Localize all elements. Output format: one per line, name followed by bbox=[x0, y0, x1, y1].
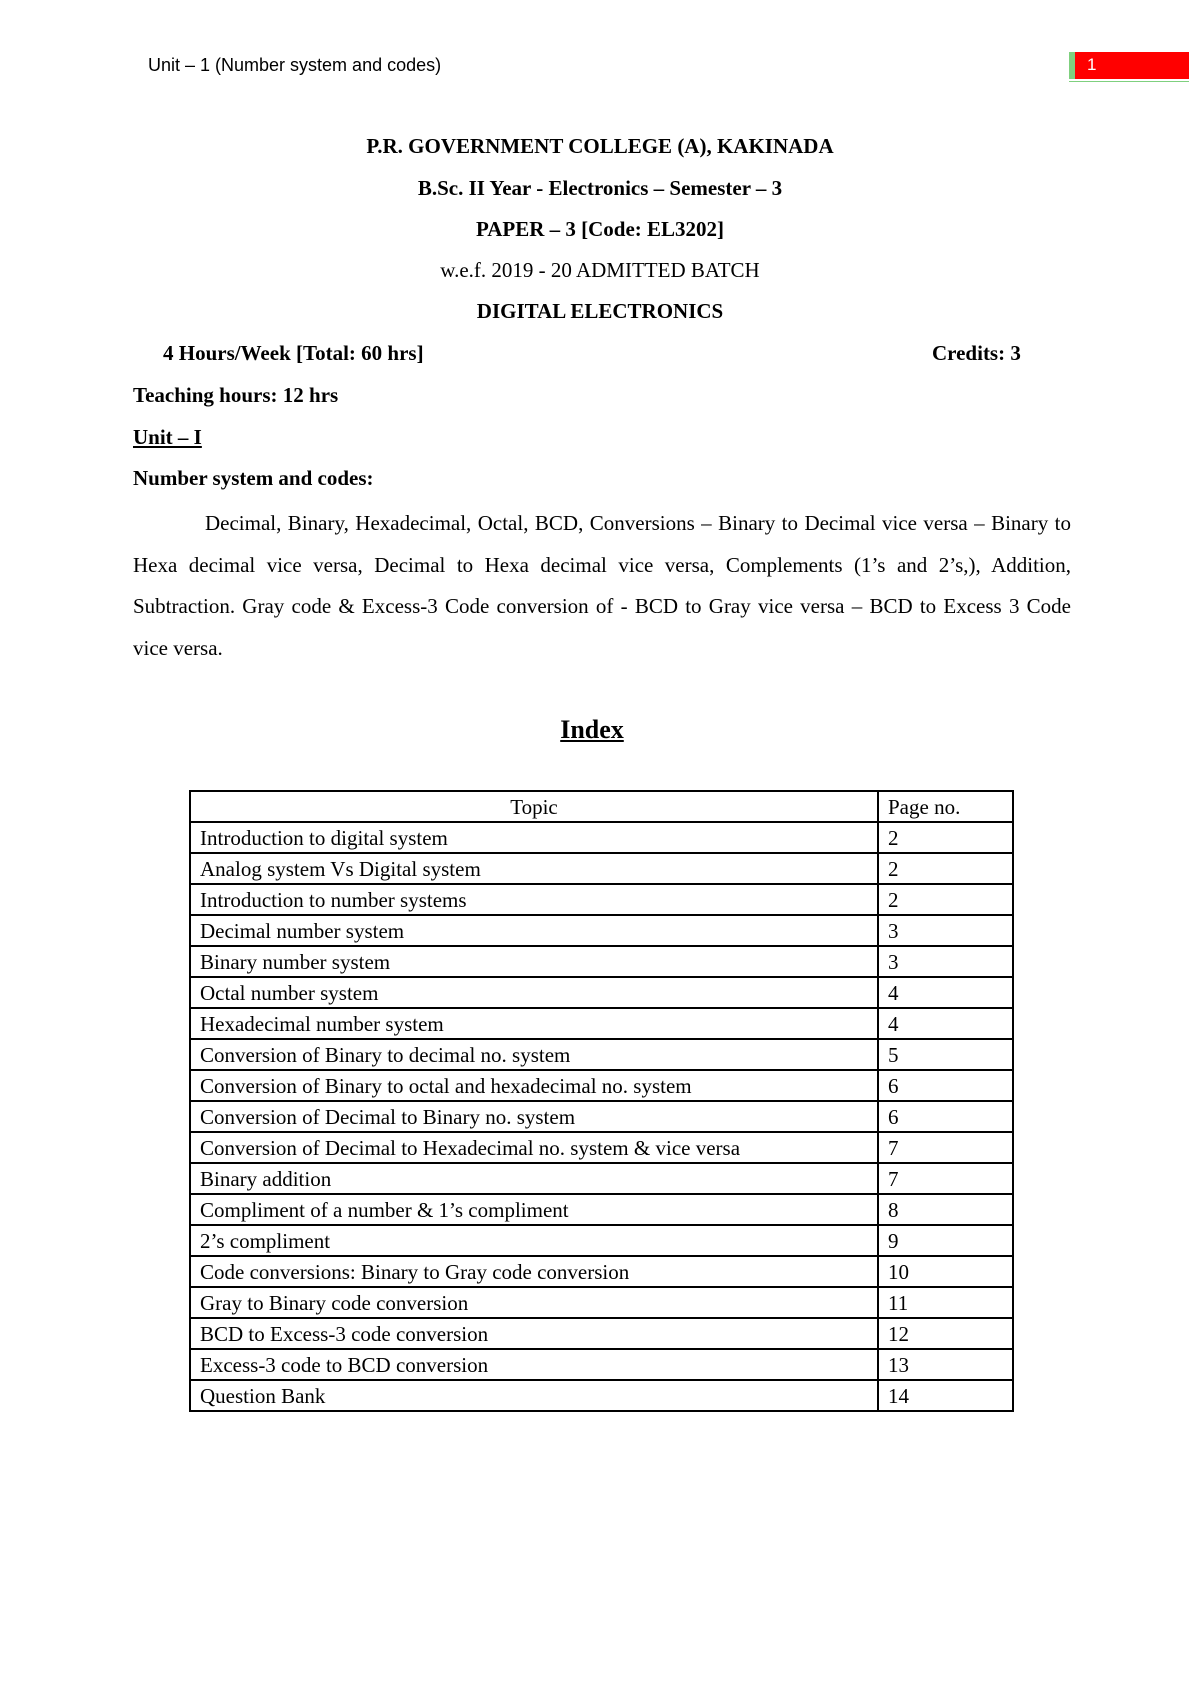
table-row bbox=[190, 1256, 1013, 1287]
table-row bbox=[190, 1194, 1013, 1225]
page-cell: 12 bbox=[878, 1318, 1013, 1349]
page-number-box bbox=[1069, 52, 1189, 79]
topic-cell: Conversion of Binary to octal and hexadecimal no. system bbox=[190, 1070, 878, 1101]
table-row bbox=[190, 1349, 1013, 1380]
topic-cell: Question Bank bbox=[190, 1380, 878, 1411]
table-row bbox=[190, 822, 1013, 853]
page-cell: 14 bbox=[878, 1380, 1013, 1411]
course-line: B.Sc. II Year - Electronics – Semester – 3 bbox=[417, 176, 783, 200]
table-row bbox=[190, 1132, 1013, 1163]
page-cell: 3 bbox=[878, 946, 1013, 977]
topic-cell: Introduction to digital system bbox=[190, 822, 878, 853]
table-row bbox=[190, 884, 1013, 915]
topic-cell: Binary number system bbox=[190, 946, 878, 977]
topic-cell: Analog system Vs Digital system bbox=[190, 853, 878, 884]
topic-cell: Decimal number system bbox=[190, 915, 878, 946]
column-header-page: Page no. bbox=[878, 791, 1013, 822]
topic-cell: Hexadecimal number system bbox=[190, 1008, 878, 1039]
topic-cell: Conversion of Binary to decimal no. system bbox=[190, 1039, 878, 1070]
column-header-topic: Topic bbox=[190, 791, 878, 822]
table-row bbox=[190, 946, 1013, 977]
page-cell: 7 bbox=[878, 1132, 1013, 1163]
topic-cell: 2’s compliment bbox=[190, 1225, 878, 1256]
hours-per-week: 4 Hours/Week [Total: 60 hrs] bbox=[163, 341, 424, 365]
teaching-hours: Teaching hours: 12 hrs bbox=[133, 383, 339, 407]
table-row bbox=[190, 1318, 1013, 1349]
page-cell: 5 bbox=[878, 1039, 1013, 1070]
credits: Credits: 3 bbox=[932, 341, 1021, 365]
table-row bbox=[190, 1287, 1013, 1318]
table-row bbox=[190, 853, 1013, 884]
page-cell: 6 bbox=[878, 1101, 1013, 1132]
page-cell: 2 bbox=[878, 884, 1013, 915]
syllabus-paragraph: Decimal, Binary, Hexadecimal, Octal, BCD, Conversions – Binary to Decimal vice versa – Binary to Hexa decimal vice versa, Decimal to Hexa decimal vice versa, Complements (1’s and 2’s,), Addition, Subtraction. Gray code & Excess-3 Code conversion of - BCD to Gray vice versa – BCD to Excess 3 Code vice versa. bbox=[133, 511, 1071, 660]
topic-cell: Conversion of Decimal to Hexadecimal no. system & vice versa bbox=[190, 1132, 878, 1163]
table-row bbox=[190, 1008, 1013, 1039]
table-row bbox=[190, 1380, 1013, 1411]
table-row bbox=[190, 977, 1013, 1008]
page-cell: 9 bbox=[878, 1225, 1013, 1256]
unit-topic-heading: Number system and codes: bbox=[133, 466, 374, 490]
table-row bbox=[190, 1101, 1013, 1132]
topic-cell: Introduction to number systems bbox=[190, 884, 878, 915]
topic-cell: Conversion of Decimal to Binary no. system bbox=[190, 1101, 878, 1132]
page-cell: 2 bbox=[878, 822, 1013, 853]
topic-cell: Code conversions: Binary to Gray code conversion bbox=[190, 1256, 878, 1287]
table-row bbox=[190, 915, 1013, 946]
subject-title: DIGITAL ELECTRONICS bbox=[476, 299, 724, 323]
page-cell: 2 bbox=[878, 853, 1013, 884]
page-cell: 7 bbox=[878, 1163, 1013, 1194]
page-cell: 4 bbox=[878, 977, 1013, 1008]
page-cell: 3 bbox=[878, 915, 1013, 946]
table-row bbox=[190, 1070, 1013, 1101]
topic-cell: BCD to Excess-3 code conversion bbox=[190, 1318, 878, 1349]
page-number: 1 bbox=[1087, 55, 1097, 74]
paper-line: PAPER – 3 [Code: EL3202] bbox=[475, 217, 725, 241]
batch-line: w.e.f. 2019 - 20 ADMITTED BATCH bbox=[440, 258, 760, 282]
running-header: Unit – 1 (Number system and codes) bbox=[148, 55, 442, 75]
index-table-body bbox=[190, 822, 1013, 1411]
index-title: Index bbox=[560, 715, 624, 744]
page-cell: 11 bbox=[878, 1287, 1013, 1318]
index-table bbox=[189, 790, 1014, 1412]
topic-cell: Compliment of a number & 1’s compliment bbox=[190, 1194, 878, 1225]
topic-cell: Octal number system bbox=[190, 977, 878, 1008]
table-header-row bbox=[190, 791, 1013, 822]
topic-cell: Excess-3 code to BCD conversion bbox=[190, 1349, 878, 1380]
page-cell: 13 bbox=[878, 1349, 1013, 1380]
page-cell: 8 bbox=[878, 1194, 1013, 1225]
page-cell: 4 bbox=[878, 1008, 1013, 1039]
topic-cell: Gray to Binary code conversion bbox=[190, 1287, 878, 1318]
unit-heading: Unit – I bbox=[133, 425, 202, 449]
table-row bbox=[190, 1225, 1013, 1256]
page-cell: 10 bbox=[878, 1256, 1013, 1287]
table-row bbox=[190, 1039, 1013, 1070]
topic-cell: Binary addition bbox=[190, 1163, 878, 1194]
header-rule bbox=[1069, 81, 1189, 82]
college-name: P.R. GOVERNMENT COLLEGE (A), KAKINADA bbox=[366, 134, 834, 158]
page-cell: 6 bbox=[878, 1070, 1013, 1101]
table-row bbox=[190, 1163, 1013, 1194]
